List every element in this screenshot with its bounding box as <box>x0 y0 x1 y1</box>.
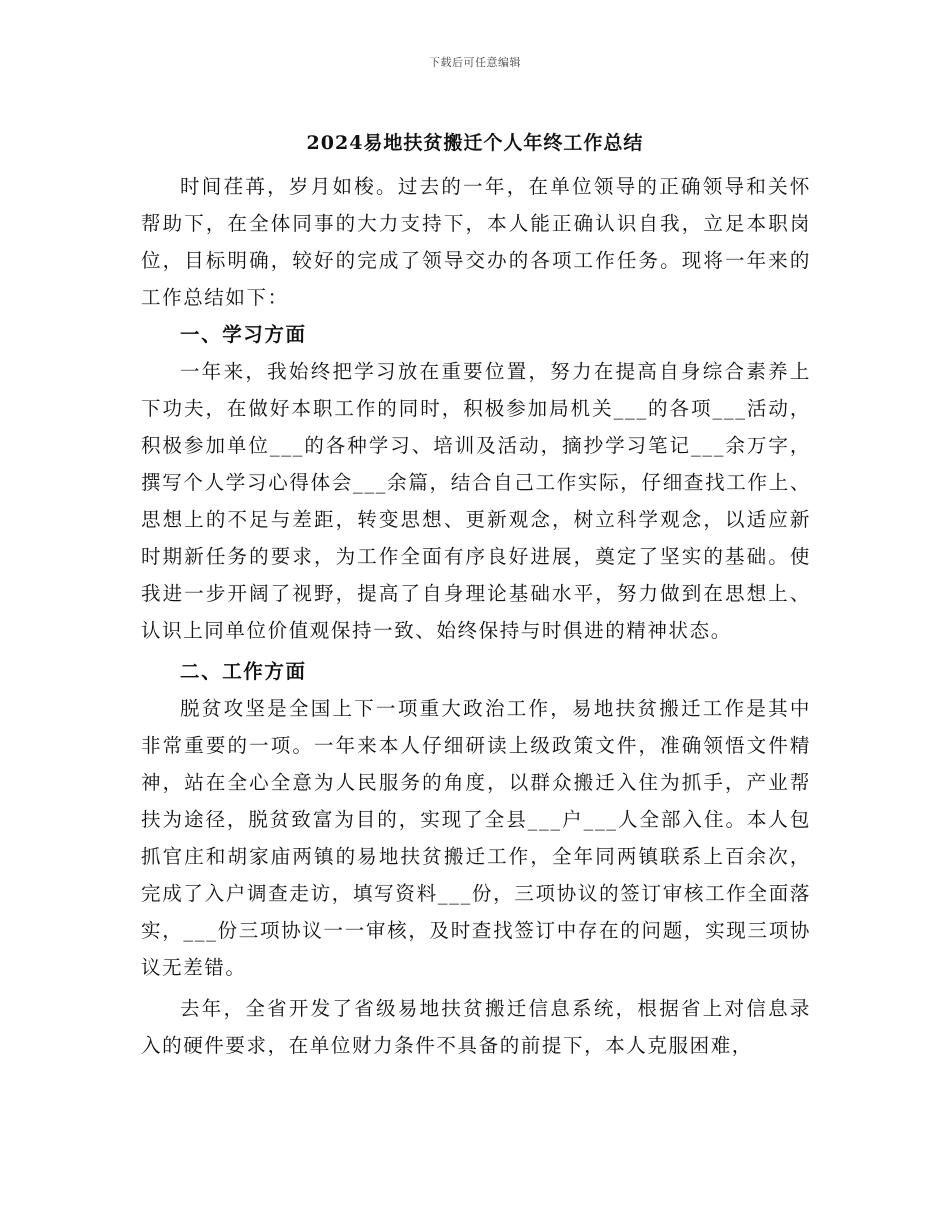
study-paragraph: 一年来，我始终把学习放在重要位置，努力在提高自身综合素养上下功夫，在做好本职工作的同时，积极参加局机关___的各项___活动，积极参加单位___的各种学习、培训及活动，摘抄学习笔记___余万字，撰写个人学习心得体会___余篇，结合自己工作实际，仔细查找工作上、思想上的不足与差距，转变思想、更新观念，树立科学观念，以适应新时期新任务的要求，为工作全面有序良好进展，奠定了坚实的基础。使我进一步开阔了视野，提高了自身理论基础水平，努力做到在思想上、认识上同单位价值观保持一致、始终保持与时俱进的精神状态。 <box>141 360 811 642</box>
intro-paragraph: 时间荏苒，岁月如梭。过去的一年，在单位领导的正确领导和关怀帮助下，在全体同事的大力支持下，本人能正确认识自我，立足本职岗位，目标明确，较好的完成了领导交办的各项工作任务。现将一年来的工作总结如下： <box>141 175 811 309</box>
work-paragraph-1: 脱贫攻坚是全国上下一项重大政治工作，易地扶贫搬迁工作是其中非常重要的一项。一年来本人仔细研读上级政策文件，准确领悟文件精神，站在全心全意为人民服务的角度，以群众搬迁入住为抓手，产业帮扶为途径，脱贫致富为目的，实现了全县___户___人全部入住。本人包抓官庄和胡家庙两镇的易地扶贫搬迁工作，全年同两镇联系上百余次，完成了入户调查走访，填写资料___份，三项协议的签订审核工作全面落实，___份三项协议一一审核，及时查找签订中存在的问题，实现三项协议无差错。 <box>141 697 811 979</box>
document-title: 2024易地扶贫搬迁个人年终工作总结 <box>306 132 644 154</box>
section-heading-study: 一、学习方面 <box>180 323 307 346</box>
document-body <box>141 168 811 1064</box>
work-paragraph-2: 去年，全省开发了省级易地扶贫搬迁信息系统，根据省上对信息录入的硬件要求，在单位财力条件不具备的前提下，本人克服困难， <box>141 997 811 1057</box>
page-header-note: 下载后可任意编辑 <box>429 56 521 69</box>
section-heading-work: 二、工作方面 <box>180 660 307 683</box>
